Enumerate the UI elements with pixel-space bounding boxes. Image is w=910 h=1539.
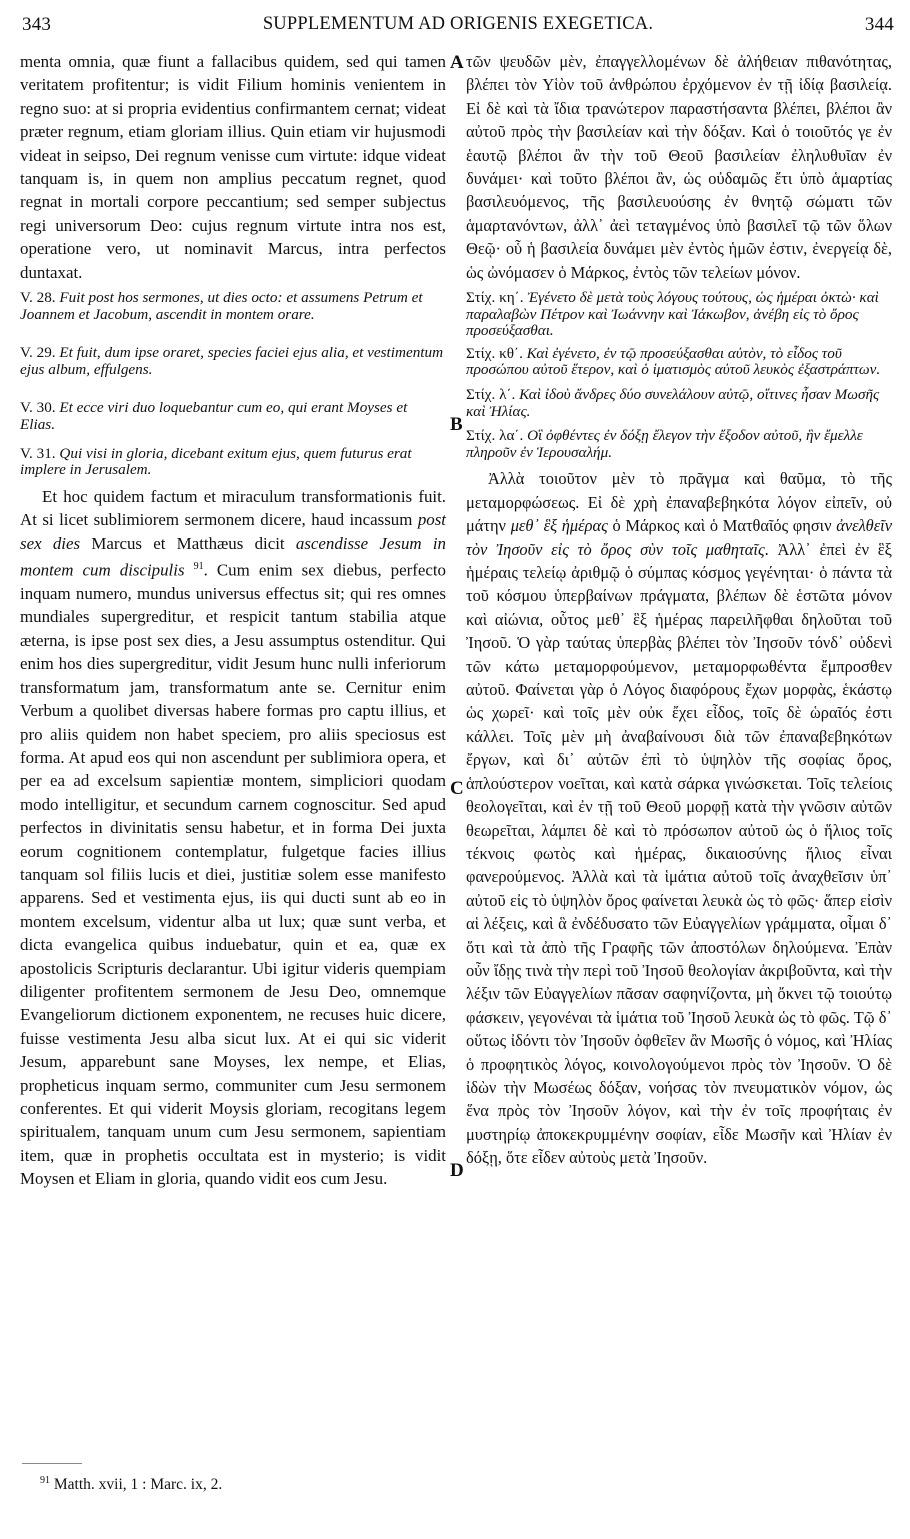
latin-column (20, 50, 446, 1191)
latin-commentary-paragraph (20, 485, 446, 1191)
verse-text: Καὶ ἐγένετο, ἐν τῷ προσεύξασθαι αὐτὸν, τὸ εἶδος τοῦ προσώπου αὐτοῦ ἕτερον, καὶ ὁ ἱματισμὸς αὐτοῦ λευκὸς ἐξαστράπτων. (466, 344, 881, 379)
greek-commentary-text: ὁ Μάρκος καὶ ὁ Ματθαῖός φησιν (612, 516, 832, 536)
section-marker-a: A (450, 52, 464, 73)
verse-text: Et ecce viri duo loquebantur cum eo, qui erant Moyses et Elias. (20, 399, 408, 434)
greek-verse-31 (466, 428, 892, 461)
greek-verse-30 (466, 387, 892, 420)
latin-verse-31 (20, 446, 446, 479)
latin-commentary-text: Et hoc quidem factum et miraculum transformationis fuit. At si licet sublimiorem sermonem dicere, haud incassum (20, 486, 446, 530)
verse-number: Στίχ. κθ΄. (466, 344, 523, 362)
verse-text: Καὶ ἰδοὺ ἄνδρες δύο συνελάλουν αὐτῷ, οἵτινες ἦσαν Μωσῆς καὶ Ἠλίας. (466, 386, 880, 420)
verse-number: Στίχ. κη΄. (466, 289, 524, 307)
greek-commentary-text: . Ἀλλ᾽ ἐπεὶ ἐν ἓξ ἡμέραις τελείῳ ἀριθμῷ ὁ σύμπας κόσμος γεγένηται· ὁ πάντα τὰ τοῦ κόσμου ὑπερβαίνων πράγματα, βλέπων δὲ ἑστῶτα μόνον καὶ αἰώνια, οὗτος μεθ᾽ ἓξ ἡμέρας παρειλῆφθαι δηλοῦται τοῦ Ἰησοῦ. Ὁ γὰρ ταύτας ὑπερβὰς βλέπει τὸν Ἰησοῦν τόνδ᾽ οὐδενὶ τῶν κάτω μεταμορφούμενον, μεταμορφωθέντα ἔμπροσθεν αὐτοῦ. Φαίνεται γὰρ ὁ Λόγος διαφόρους ἔχων μορφὰς, ἑκάστῳ ὡς χωρεῖ· καὶ τοῖς μὲν οὐκ ἔχει εἶδος, τοῖς δὲ ὡραῖός ἐστι κάλλει. Τοῖς μὲν μὴ ἀναβαίνουσι διὰ τῶν ἐπαναβεβηκότων ἔργων, καὶ δι᾽ αὐτῶν ἐπὶ τὸ ὑψηλὸν τῆς σοφίας ὄρος, ἁπλούστερον νοεῖται, καὶ κατὰ σάρκα γινώσκεται. Τοῖς τελείοις θεολογεῖται, καὶ ἐν τῇ τοῦ Θεοῦ μορφῇ κατὰ τὴν γνῶσιν αὐτῶν θεωρεῖται, λάμπει δὲ καὶ τὸ πρόσωπον αὐτοῦ ὡς ὁ ἥλιος τοῖς τέκνοις φωτὸς καὶ ἡμέρας, δικαιοσύνης ἥλιος εἶναι φανερούμενος. Ἀλλὰ καὶ τὰ ἱμάτια αὐτοῦ τοῖς ἀναχθεῖσιν ὑπ᾽ αὐτοῦ εἰς τὸ ὑψηλὸν ὄρος φαίνεται λευκὰ ὡς τὸ φῶς· ἅπερ εἰσὶν αἱ λέξεις, καὶ ἃ ἐνδέδυσατο τῶν Εὐαγγελίων γράμματα, οἶμαι δ᾽ ὅτι καὶ τὰ ἀπὸ τῆς Γραφῆς τῶν ἀποστόλων δηλούμενα. Ἐπὰν οὖν ἴδῃς τινὰ τὴν περὶ τοῦ Ἰησοῦ θεολογίαν ἀκριβοῦντα, καὶ τὴν λέξιν τῶν Εὐαγγελίων πᾶσαν σαφηνίζοντα, μὴ ὄκνει τῷ τοιούτῳ φάσκειν, γεγονέναι τὰ ἱμάτια τοῦ Ἰησοῦ λευκὰ ὡς τὸ φῶς. Τῷ δ᾽ οὕτως ἰδόντι τὸν Ἰησοῦν ὀφθεῖεν ἂν Μωσῆς ὁ νόμος, καὶ Ἠλίας ὁ προφητικὸς λόγος, κοινολογούμενοι πρὸς τὸν Ἰησοῦν. Ὁ δὲ ἰδὼν τὴν Μωσέως δόξαν, νοήσας τὸν πνευματικὸν νόμον, ὡς ἕνα πρὸς τὸν Ἰησοῦν λόγον, καὶ τὴν ἐν τοῖς προφήταις ἐν μυστηρίῳ ἀποκεκρυμμένην σοφίαν, εἶδε Μωσῆν καὶ Ἠλίαν ἐν δόξῃ, ὅτε εἶδεν αὐτοὺς μετὰ Ἰησοῦν. (466, 539, 892, 1168)
footnote-number: 91 (40, 1475, 50, 1486)
greek-verse-29 (466, 346, 892, 379)
verse-text: Fuit post hos sermones, ut dies octo: et assumens Petrum et Joannem et Jacobum, ascendit in montem orare. (20, 289, 423, 323)
page-number-left: 343 (22, 14, 52, 35)
verse-number: V. 29. (20, 344, 56, 362)
latin-commentary-text: . Cum enim sex diebus, perfecto inquam numero, mundus universus effectus sit; qui res omnes mundiales supergreditur, et respicit tantum stabilia atque æterna, is ipse post sex dies, a Jesu assumptus ostenditur. Qui enim hos dies supergreditur, vidit Jesum hunc nulli inferiorum transformatum jam, transformatum ante se. Cernitur enim Verbum a quolibet diversas habere formas pro captu illius, et pro aliis quidem non habet speciem, pro aliis speciosus est forma. At apud eos qui non ascendunt per sublimiora opera, et per ea ad excelsum sapientiæ montem, simpliciori quodam modo intelligitur, et secundum carnem cognoscitur. Sed apud perfectos in divinitatis sensu habetur, et in forma Dei juxta eorum cognitionem contemplatur, fulgetque facies illius tanquam sol filiis lucis et diei, justitiæ solem esse manifesto apparens. Sed et vestimenta ejus, iis qui ducti sunt ab eo in montem excelsum, videntur alba ut lux; quæ sunt verba, et dicta evangelica quibus induebatur, quin et ea, quæ ex apostolicis Scripturis declarantur. Ubi igitur videris quempiam diligenter profitentem sermonem de Jesu Deo, omnemque Evangeliorum dictionem exponentem, ne recuses huic dicere, fuisse vestimenta Jesu alba sicut lux. At ei qui sic viderit Jesum, apparebunt sane Moyses, lex nempe, et Elias, propheticus inquam sermo, communiter cum Jesu sermonem conferentes. Et qui viderit Moysis gloriam, recogitans legem spiritualem, tanquam unum cum Jesu sermonem, sapientiam item, quæ in prophetis occultata est in mysterio; is vidit Moysen et Eliam in gloria, quando vidit eos cum Jesu. (20, 560, 446, 1189)
greek-commentary-text: Ἀλλὰ τοιοῦτον μὲν τὸ πρᾶγμα καὶ θαῦμα, τὸ τῆς μεταμορφώσεως. Εἰ δὲ χρὴ ἐπαναβεβηκότα λόγον εἰπεῖν, οὐ μάτην (466, 469, 892, 536)
verse-text: Οἳ ὀφθέντες ἐν δόξῃ ἔλεγον τὴν ἔξοδον αὐτοῦ, ἣν ἔμελλε πληροῦν ἐν Ἱερουσαλήμ. (466, 427, 863, 461)
latin-commentary-text: Marcus et Matthæus dicit (91, 533, 285, 553)
latin-verse-29 (20, 345, 446, 378)
latin-verse-28 (20, 290, 446, 323)
latin-verse-30 (20, 400, 446, 433)
verse-text: Qui visi in gloria, dicebant exitum ejus, quem futurus erat implere in Jerusalem. (20, 444, 412, 479)
greek-column (466, 50, 892, 1170)
latin-intro-paragraph: menta omnia, quæ fiunt a fallacibus quidem, sed qui tamen veritatem profitentur; is vidit Filium hominis venientem in regno suo: at si propria evidentius confirmantem cernat; videat præter regnum, etiam gloriam illius. Quin etiam vir hujusmodi videat in seipso, Dei regnum venisse cum virtute: idque videat tanquam is, in quem non amplius peccatum regnet, quod regnat in mortali corpore peccantium; sed semper subjectus regi universorum Deo: cujus regnum virtute intra nos est, operatione vero, ut nominavit Marcus, intra perfectos duntaxat. (20, 52, 446, 282)
section-marker-c: C (450, 778, 464, 799)
footnote-text: Matth. xvii, 1 : Marc. ix, 2. (53, 1476, 223, 1494)
footnote (40, 1475, 222, 1494)
section-marker-d: D (450, 1160, 464, 1181)
running-header (22, 14, 894, 40)
greek-intro-paragraph: τῶν ψευδῶν μὲν, ἐπαγγελλομένων δὲ ἀλήθειαν πιθανότητας, βλέπει τὸν Υἱὸν τοῦ ἀνθρώπου ἐρχόμενον ἐν τῇ ἰδίᾳ βασιλείᾳ. Εἰ δὲ καὶ τὰ ἴδια τρανώτερον παραστήσαντα βλέπει, βλέποι ἂν αὐτοῦ πρὸς τὴν βασιλείαν καὶ τὴν δόξαν. Καὶ ὁ τοιοῦτός γε ἐν ἑαυτῷ βλέποι ἂν τὴν τοῦ Θεοῦ βασιλείαν ἐληλυθυῖαν ἐν δυνάμει· καὶ τοῦτο βλέποι ἂν, ὡς οὐδαμῶς ἔτι ὑπὸ ἁμαρτίας βασιλευόμενος, τῆς βασιλευούσης ἐν θνητῷ σώματι τῶν ἁμαρτανόντων, ἀλλ᾽ ἀεὶ τεταγμένος ὑπὸ βασιλεῖ τῷ τῶν ὅλων Θεῷ· οὗ ἡ βασιλεία δυνάμει μὲν ἐντὸς ἡμῶν ἐστιν, ἐνεργείᾳ δὲ, ὡς ὠνόμασεν ὁ Μάρκος, ἐντὸς τῶν τελείων μόνον. (466, 52, 892, 282)
section-marker-b: B (450, 414, 463, 435)
footnote-reference[interactable]: 91 (193, 561, 204, 573)
verse-number: V. 28. (20, 289, 56, 307)
greek-commentary-emphasis: μεθ᾽ ἓξ ἡμέρας (510, 516, 608, 536)
latin-commentary-emphasis: post sex dies (20, 510, 446, 553)
page-number-right: 344 (864, 14, 894, 35)
latin-commentary-emphasis: ascendisse Jesum in montem cum discipulis (20, 533, 446, 580)
verse-number: Στίχ. λα΄. (466, 427, 524, 445)
footnote-rule (22, 1463, 82, 1464)
verse-text: Ἐγένετο δὲ μετὰ τοὺς λόγους τούτους, ὡς ἡμέραι ὀκτὼ· καὶ παραλαβὼν Πέτρον καὶ Ἰωάννην καὶ Ἰάκωβον, ἀνέβη εἰς τὸ ὄρος προσεύξασθαι. (466, 289, 879, 340)
verse-number: V. 30. (20, 399, 56, 417)
running-title: SUPPLEMENTUM AD ORIGENIS EXEGETICA. (262, 14, 654, 34)
verse-text: Et fuit, dum ipse oraret, species faciei ejus alia, et vestimentum ejus album, effulgens. (20, 344, 444, 378)
greek-commentary-emphasis: ἀνελθεῖν τὸν Ἰησοῦν εἰς τὸ ὄρος σὺν τοῖς μαθηταῖς (466, 516, 893, 559)
greek-verse-28 (466, 290, 892, 340)
greek-commentary-paragraph (466, 467, 892, 1169)
verse-number: Στίχ. λ΄. (466, 386, 516, 404)
verse-number: V. 31. (20, 444, 56, 462)
